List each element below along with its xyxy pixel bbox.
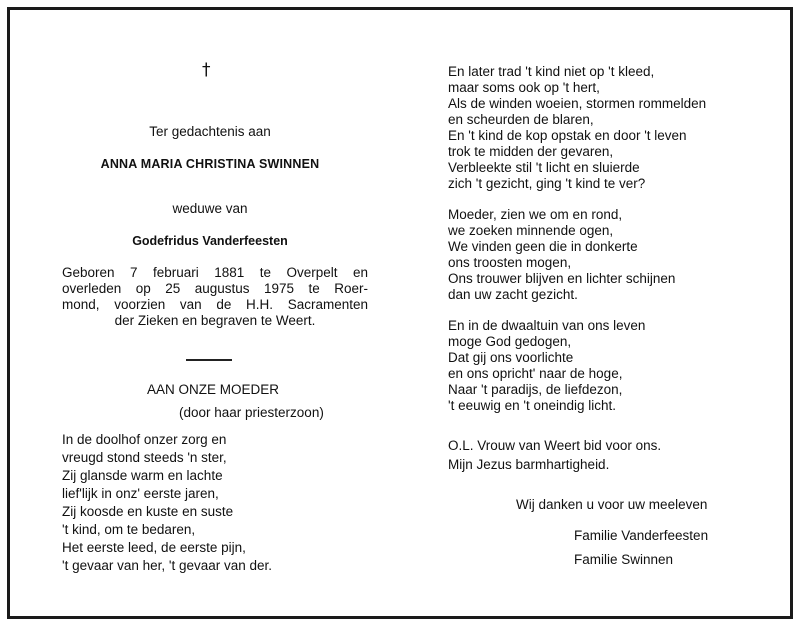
- prayer-line: Mijn Jezus barmhartigheid.: [448, 457, 610, 472]
- poem-line: we zoeken minnende ogen,: [448, 223, 614, 238]
- thanks-text: Wij danken u voor uw meeleven: [516, 497, 708, 512]
- bio-line: der Zieken en begraven te Weert.: [114, 313, 316, 328]
- poem-line: 't gevaar van her, 't gevaar van der.: [62, 558, 273, 573]
- intro-text: Ter gedachtenis aan: [149, 124, 271, 139]
- poem-line: Moeder, zien we om en rond,: [448, 207, 623, 222]
- family-swinnen: Familie Swinnen: [574, 552, 674, 567]
- poem-subtitle: (door haar priesterzoon): [179, 405, 324, 420]
- poem-line: Dat gij ons voorlichte: [448, 350, 574, 365]
- widow-of-text: weduwe van: [172, 201, 248, 216]
- family-vanderfeesten: Familie Vanderfeesten: [574, 528, 709, 543]
- poem-line: En in de dwaaltuin van ons leven: [448, 318, 646, 333]
- poem-line: Zij glansde warm en lachte: [62, 468, 223, 483]
- husband-name: Godefridus Vanderfeesten: [132, 234, 288, 248]
- poem-stanza-left: [62, 432, 272, 576]
- poem-stanza-1: [448, 64, 706, 192]
- poem-line: en scheurden de blaren,: [448, 112, 594, 127]
- poem-line: maar soms ook op 't hert,: [448, 80, 600, 95]
- bio-line: mond, voorzien van de H.H. Sacramenten: [62, 297, 368, 312]
- poem-line: 't kind, om te bedaren,: [62, 522, 196, 537]
- poem-line: zich 't gezicht, ging 't kind te ver?: [448, 176, 646, 191]
- poem-line: We vinden geen die in donkerte: [448, 239, 638, 254]
- cross-icon: †: [202, 60, 211, 80]
- poem-line: 't eeuwig en 't oneindig licht.: [448, 398, 617, 413]
- bio-text: [62, 265, 368, 329]
- poem-line: ons troosten mogen,: [448, 255, 572, 270]
- poem-line: Als de winden woeien, stormen rommelden: [448, 96, 707, 111]
- poem-line: Ons trouwer blijven en lichter schijnen: [448, 271, 676, 286]
- poem-title: AAN ONZE MOEDER: [147, 382, 280, 397]
- poem-line: vreugd stond steeds 'n ster,: [62, 450, 227, 465]
- poem-stanza-3: [448, 318, 645, 414]
- poem-line: Naar 't paradijs, de liefdezon,: [448, 382, 623, 397]
- poem-line: lief'lijk in onz' eerste jaren,: [62, 486, 219, 501]
- divider-rule: [186, 359, 232, 361]
- poem-line: dan uw zacht gezicht.: [448, 287, 578, 302]
- bio-line: Geboren 7 februari 1881 te Overpelt en: [62, 265, 368, 280]
- poem-line: Verbleekte stil 't licht en sluierde: [448, 160, 640, 175]
- poem-line: en ons opricht' naar de hoge,: [448, 366, 623, 381]
- poem-line: En later trad 't kind niet op 't kleed,: [448, 64, 655, 79]
- poem-line: Zij koosde en kuste en suste: [62, 504, 234, 519]
- deceased-name: ANNA MARIA CHRISTINA SWINNEN: [100, 157, 320, 171]
- prayer-line: O.L. Vrouw van Weert bid voor ons.: [448, 438, 662, 453]
- poem-line: En 't kind de kop opstak en door 't leven: [448, 128, 687, 143]
- poem-line: Het eerste leed, de eerste pijn,: [62, 540, 246, 555]
- poem-stanza-2: [448, 207, 675, 303]
- poem-line: In de doolhof onzer zorg en: [62, 432, 227, 447]
- poem-line: trok te midden der gevaren,: [448, 144, 614, 159]
- poem-line: moge God gedogen,: [448, 334, 572, 349]
- bio-line: overleden op 25 augustus 1975 te Roer-: [62, 281, 368, 296]
- prayer-text: [448, 438, 661, 473]
